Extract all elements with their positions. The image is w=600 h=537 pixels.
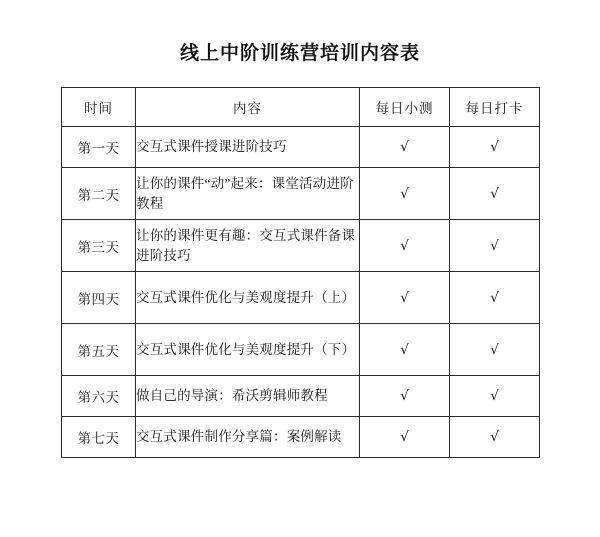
cell-content: 交互式课件优化与美观度提升（上） — [136, 272, 360, 324]
cell-quiz-mark: √ — [360, 127, 450, 168]
table-row — [62, 324, 540, 376]
cell-day: 第七天 — [62, 417, 136, 458]
table-row — [62, 417, 540, 458]
cell-checkin-mark: √ — [450, 168, 540, 220]
document-page — [0, 38, 600, 537]
cell-content: 交互式课件优化与美观度提升（下） — [136, 324, 360, 376]
column-header-time: 时间 — [62, 88, 136, 127]
cell-day: 第三天 — [62, 220, 136, 272]
table-row — [62, 220, 540, 272]
cell-checkin-mark: √ — [450, 324, 540, 376]
column-header-daily-quiz: 每日小测 — [360, 88, 450, 127]
table-row — [62, 127, 540, 168]
column-header-daily-checkin: 每日打卡 — [450, 88, 540, 127]
cell-content: 让你的课件“动”起来：课堂活动进阶教程 — [136, 168, 360, 220]
cell-checkin-mark: √ — [450, 272, 540, 324]
table-row — [62, 168, 540, 220]
column-header-content: 内容 — [136, 88, 360, 127]
cell-checkin-mark: √ — [450, 127, 540, 168]
cell-day: 第一天 — [62, 127, 136, 168]
cell-day: 第二天 — [62, 168, 136, 220]
cell-day: 第五天 — [62, 324, 136, 376]
cell-quiz-mark: √ — [360, 417, 450, 458]
table-row — [62, 272, 540, 324]
cell-day: 第四天 — [62, 272, 136, 324]
table-header — [62, 88, 540, 127]
table-body — [62, 127, 540, 458]
cell-day: 第六天 — [62, 376, 136, 417]
cell-checkin-mark: √ — [450, 220, 540, 272]
table-row — [62, 376, 540, 417]
cell-quiz-mark: √ — [360, 168, 450, 220]
cell-content: 做自己的导演：希沃剪辑师教程 — [136, 376, 360, 417]
cell-quiz-mark: √ — [360, 220, 450, 272]
cell-checkin-mark: √ — [450, 417, 540, 458]
cell-content: 交互式课件授课进阶技巧 — [136, 127, 360, 168]
schedule-table-wrapper — [61, 87, 539, 458]
page-title: 线上中阶训练营培训内容表 — [179, 43, 420, 64]
cell-quiz-mark: √ — [360, 272, 450, 324]
table-header-row — [62, 88, 540, 127]
cell-quiz-mark: √ — [360, 376, 450, 417]
schedule-table — [61, 87, 540, 458]
cell-content: 交互式课件制作分享篇：案例解读 — [136, 417, 360, 458]
cell-quiz-mark: √ — [360, 324, 450, 376]
cell-content: 让你的课件更有趣：交互式课件备课进阶技巧 — [136, 220, 360, 272]
cell-checkin-mark: √ — [450, 376, 540, 417]
